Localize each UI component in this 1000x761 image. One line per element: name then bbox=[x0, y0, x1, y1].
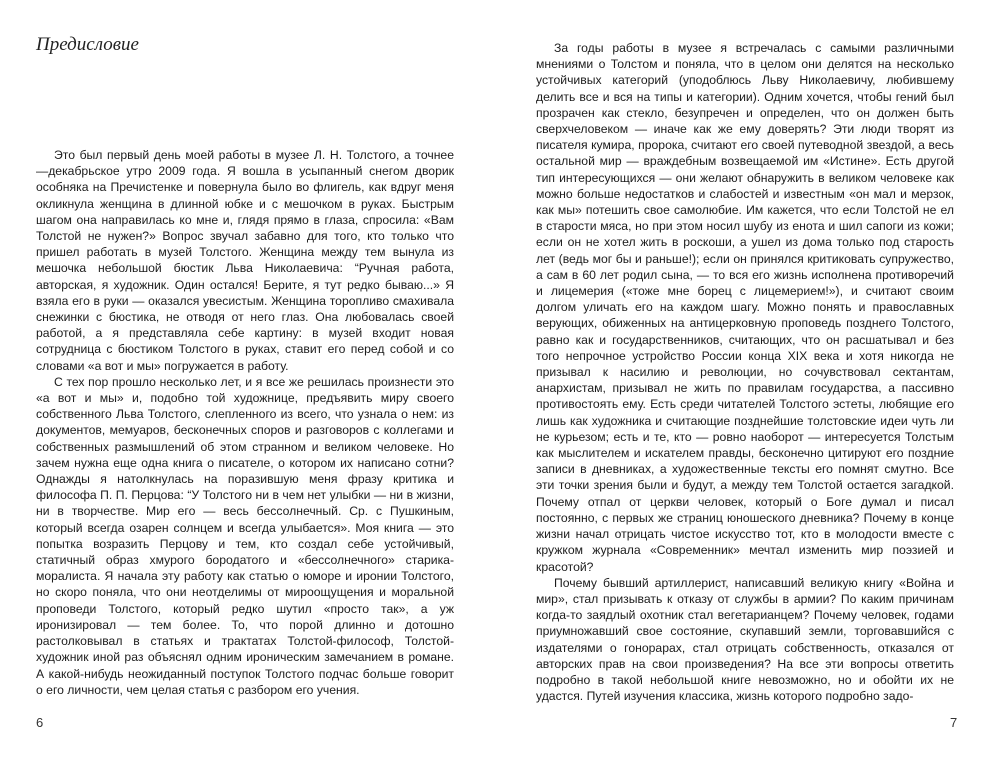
chapter-title: Предисловие bbox=[36, 34, 139, 55]
right-page bbox=[500, 0, 1000, 761]
page-number: 6 bbox=[36, 715, 44, 730]
paragraph: С тех пор прошло несколько лет, и я все же решилась произнести это «а вот и мы» и, подобно той художнице, предъявить миру своего собственного Льва Толстого, слепленного из всего, что узнала о нем: из документов, мемуаров, бесконечных споров и разговоров с коллегами и собственных размышлений об этом странном и великом человеке. Но зачем нужна еще одна книга о писателе, о котором их написано сотни? Однажды я натолкнулась на поразившую меня фразу критика и философа П. П. Перцова: “У Толстого ни в чем нет улыбки — ни в жизни, ни в творчестве. Мир его — весь бессолнечный. Ср. с Пушкиным, который всегда озарен солнцем и всегда улыбается». Моя книга — это попытка возразить Перцову и тем, кто создал себе устойчивый, статичный образ хмурого бородатого и «бессолнечного» старика-моралиста. Я начала эту работу как статью о юморе и иронии Толстого, но скоро поняла, что они неотделимы от мироощущения и моральной проповеди Толстого, который редко шутил «просто так», а уж иронизировал — тем более. То, что порой длинно и дотошно растолковывал в статьях и трактатах Толстой-философ, Толстой-художник иной раз объяснял одним ироническим замечанием в романе. А какой-нибудь неожиданный поступок Толстого подчас больше говорит о его личности, чем целая статья с разбором его учения. bbox=[36, 374, 454, 697]
paragraph: За годы работы в музее я встречалась с самыми различными мнениями о Толстом и поняла, что в целом они делятся на несколько устойчивых категорий (уподоблюсь Льву Николаевичу, любившему делить все и вся на типы и категории). Одним хочется, чтобы гений был прозрачен как стекло, безупречен и определен, что он должен быть сверхчеловеком — иначе как же ему доверять? Эти люди творят из писателя кумира, пророка, считают его своей путеводной звездой, а весь остальной мир — враждебным возвещаемой им «Истине». Есть другой тип интересующихся — они желают обнаружить в великом человеке как можно больше недостатков и слабостей и известным «он мал и мерзок, как мы» потешить свое самолюбие. Им кажется, что если Толстой не ел в старости мяса, но при этом носил шубу из енота и шил сапоги из кожи; если он не хотел жить в роскоши, а ушел из дома только под старость лет (ведь мог бы и раньше!); если он принялся критиковать супружество, а сам в 60 лет родил сына, — то вся его жизнь исполнена противоречий и лицемерия («тоже мне борец с лицемерием!»), и считают своим долгом уличать его на каждом шагу. Можно понять и православных верующих, обиженных на антицерковную проповедь позднего Толстого, равно как и государственников, считающих, что он расшатывал и без того непрочное устройство России конца XIX века и хотя никогда не призывал к насилию и революции, но сочувствовал сектантам, анархистам, призывал не жить по правилам государства, а пассивно противостоять ему. Есть среди читателей Толстого эстеты, любящие его лишь как художника и считающие позднейшие толстовские идеи чуть ли не курьезом; есть и те, кто — ровно наоборот — интересуется Толстым как мыслителем и искателем правды, бесконечно цитируют его поздние записи в дневниках, а художественные тексты его помнят смутно. Все эти точки зрения были и будут, а между тем Толстой остается загадкой. Почему отпал от церкви человек, который о Боге думал и писал постоянно, с первых же страниц юношеского дневника? Почему в конце жизни начал отрицать чистое искусство тот, кто в молодости вместе с кружком журнала «Современник» мечтал изменить мир поэзией и красотой? bbox=[536, 41, 954, 574]
page-number: 7 bbox=[950, 715, 958, 730]
left-page-text bbox=[36, 147, 454, 698]
paragraph: Это был первый день моей работы в музее Л. Н. Толстого, а точнее —декабрьское утро 2009 года. Я вошла в усыпанный снегом дворик особняка на Пречистенке и повернула было во флигель, как вдруг меня окликнула женщина в длинной юбке и с мешочком в руках. Быстрым шагом она направилась ко мне и, глядя прямо в глаза, спросила: «Вам Толстой не нужен?» Вопрос звучал забавно для того, кто только что пришел работать в музей Толстого. Женщина между тем вынула из мешочка небольшой бюстик Льва Николаевича: “Ручная работа, авторская, я художник. Один остался! Берите, я тут редко бываю...» Я взяла его в руки — оказался увесистым. Женщина торопливо смахивала снежинки с бюстика, не отводя от него глаз. Она любовалась своей работой, а я представляла себе картину: в музей входит новая сотрудница с бюстиком Толстого в руках, ставит его перед собой и со словами «а вот и мы» погружается в работу. bbox=[36, 148, 454, 373]
right-page-text bbox=[536, 40, 954, 704]
paragraph: Почему бывший артиллерист, написавший великую книгу «Война и мир», стал призывать к отказу от службы в армии? По каким причинам когда-то заядлый охотник стал вегетарианцем? Почему человек, годами приумножавший свое состояние, скупавший земли, торговавшийся с издателями о гонорарах, стал отрицать собственность, отказался от авторских прав на свои произведения? На все эти вопросы ответить подробно в такой небольшой книге невозможно, но и обойти их не удастся. Путей изучения классика, жизнь которого подробно задо- bbox=[536, 575, 954, 704]
